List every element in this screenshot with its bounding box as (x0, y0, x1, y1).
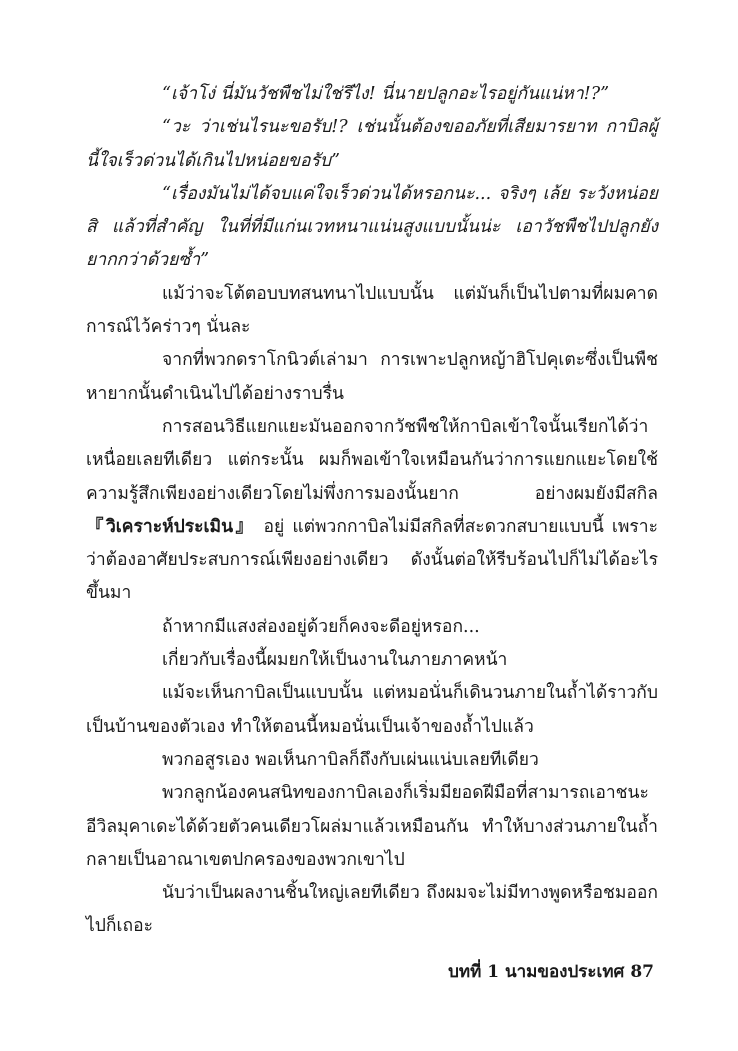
body-text (86, 78, 658, 944)
page-footer (442, 958, 654, 985)
paragraph-6-text: การสอนวิธีแยกแยะมันออกจากวัชพืชให้กาบิลเข้าใจนั้นเรียกได้ว่าเหนื่อยเลยทีเดียว แต่กระนั้น ผมก็พอเข้าใจเหมือนกันว่าการแยกแยะโดยใช้ความรู้สึกเพียงอย่างเดียวโดยไม่พึ่งการมองนั้นยาก อย่างผมยังมีสกิล (86, 416, 658, 504)
chapter-title: บทที่ 1 นามของประเทศ (448, 962, 625, 982)
paragraph-10: พวกอสูรเอง พอเห็นกาบิลก็ถึงกับเผ่นแน่บเลยทีเดียว (162, 749, 539, 770)
paragraph-3: “เรื่องมันไม่ได้จบแค่ใจเร็วด่วนได้หรอกนะ... จริงๆ เล้ย ระวังหน่อยสิ แล้วที่สำคัญ ในที่ที่มีแก่นเวทหนาแน่นสูงแบบนั้นน่ะ เอาวัชพืชไปปลูกยังยากกว่าด้วยซ้ำ” (86, 183, 658, 271)
paragraph-6-after: อยู่ แต่พวกกาบิลไม่มีสกิลที่สะดวกสบายแบบนี้ เพราะว่าต้องอาศัยประสบการณ์เพียงอย่างเดียว ดังนั้นต่อให้รีบร้อนไปก็ไม่ได้อะไรขึ้นมา (86, 516, 658, 604)
paragraph-4: แม้ว่าจะโต้ตอบบทสนทนาไปแบบนั้น แต่มันก็เป็นไปตามที่ผมคาดการณ์ไว้คร่าวๆ นั่นละ (86, 283, 658, 338)
paragraph-2: “วะ ว่าเช่นไรนะขอรับ!? เช่นนั้นต้องขออภัยที่เสียมารยาท กาบิลผู้นี้ใจเร็วด่วนได้เกินไปหน่อยขอรับ” (86, 117, 658, 171)
paragraph-6 (86, 411, 658, 611)
paragraph-5: จากที่พวกดราโกนิวต์เล่ามา การเพาะปลูกหญ้าฮิโปคุเตะซึ่งเป็นพืชหายากนั้นดำเนินไปได้อย่างราบรื่น (86, 350, 658, 404)
paragraph-11: พวกลูกน้องคนสนิทของกาบิลเองก็เริ่มมียอดฝีมือที่สามารถเอาชนะอีวิลมุคาเดะได้ด้วยตัวคนเดียวโผล่มาแล้วเหมือนกัน ทำให้บางส่วนภายในถ้ำกลายเป็นอาณาเขตปกครองของพวกเขาไป (86, 783, 658, 870)
paragraph-1: “เจ้าโง่ นี่มันวัชพืชไม่ใช่รึไง! นี่นายปลูกอะไรอยู่กันแน่หา!?” (162, 84, 610, 104)
paragraph-9: แม้จะเห็นกาบิลเป็นแบบนั้น แต่หมอนั่นก็เดินวนภายในถ้ำได้ราวกับเป็นบ้านของตัวเอง ทำให้ตอนนี้หมอนั่นเป็นเจ้าของถ้ำไปแล้ว (86, 683, 658, 737)
paragraph-12: นับว่าเป็นผลงานชิ้นใหญ่เลยทีเดียว ถึงผมจะไม่มีทางพูดหรือชมออกไปก็เถอะ (86, 883, 658, 937)
paragraph-8: เกี่ยวกับเรื่องนี้ผมยกให้เป็นงานในภายภาคหน้า (162, 650, 508, 671)
paragraph-7: ถ้าหากมีแสงส่องอยู่ด้วยก็คงจะดีอยู่หรอก... (162, 616, 480, 637)
page-number: 87 (630, 962, 654, 982)
skill-name: 『วิเคราะห์ประเมิน』 (86, 516, 256, 537)
